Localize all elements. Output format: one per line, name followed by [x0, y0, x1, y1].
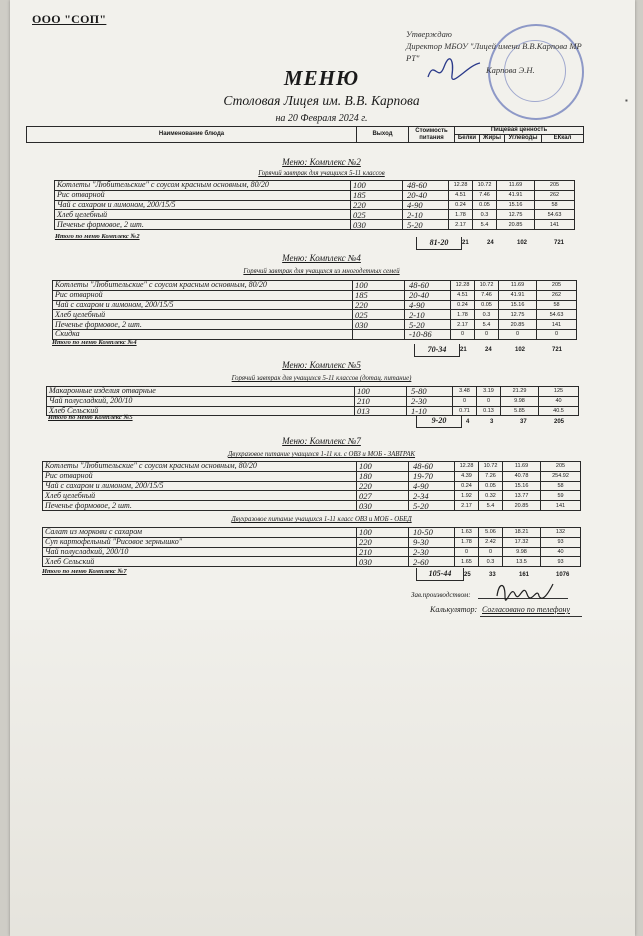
total-carbs: 102 — [515, 347, 526, 353]
dish-name: Котлеты "Любительские" с соусом красным основным, 80/20 — [53, 281, 353, 291]
section-subtitle: Горячий завтрак для учащихся 5-11 классов (дотац. питание) — [231, 375, 412, 382]
approval-line: Карпова Э.Н. — [486, 65, 535, 75]
table-row — [53, 310, 577, 320]
dish-fats: 0.05 — [479, 481, 503, 491]
dish-kcal: 141 — [541, 501, 581, 511]
dish-fats: 3.19 — [477, 387, 501, 397]
dish-output — [353, 329, 405, 339]
dish-carbs: 13.5 — [503, 557, 541, 567]
dish-kcal: 205 — [535, 181, 575, 191]
dish-name: Салат из моркови с сахаром — [43, 528, 357, 538]
calculator-label: Калькулятор: — [430, 605, 478, 614]
dish-proteins: 4.39 — [455, 471, 479, 481]
table-row — [55, 190, 575, 200]
dish-price: 10-50 — [409, 528, 455, 538]
table-row — [47, 396, 579, 406]
dish-proteins: 0 — [451, 329, 475, 339]
table-row — [53, 329, 577, 339]
dish-price: 5-20 — [403, 220, 449, 230]
dish-proteins: 0.24 — [455, 481, 479, 491]
dish-kcal: 93 — [541, 557, 581, 567]
dish-fats: 5.4 — [475, 320, 499, 330]
dish-name: Хлеб целебный — [55, 210, 351, 220]
dish-proteins: 2.17 — [451, 320, 475, 330]
dish-fats: 0.3 — [475, 310, 499, 320]
total-nutrition — [460, 419, 580, 427]
page-title: МЕНЮ — [283, 66, 360, 90]
section-subtitle: Горячий завтрак для учащихся из многодетных семей — [243, 268, 400, 275]
dish-name: Скидка — [53, 329, 353, 339]
dish-kcal: 58 — [537, 300, 577, 310]
table-row — [43, 547, 581, 557]
table-row — [55, 181, 575, 191]
dish-proteins: 12.28 — [455, 462, 479, 472]
dish-proteins: 1.78 — [451, 310, 475, 320]
dish-fats: 0 — [479, 547, 503, 557]
menu-date: на 20 Февраля 2024 г. — [275, 113, 368, 124]
dish-proteins: 0.71 — [453, 406, 477, 416]
header-name: Наименование блюда — [27, 127, 357, 143]
dish-proteins: 1.65 — [455, 557, 479, 567]
dish-name: Хлеб Сельский — [47, 406, 355, 416]
dish-proteins: 0 — [455, 547, 479, 557]
dish-kcal: 262 — [535, 190, 575, 200]
dish-fats: 5.06 — [479, 528, 503, 538]
dish-price: -10-86 — [405, 329, 451, 339]
dish-carbs: 9.98 — [501, 396, 539, 406]
dish-price: 2-30 — [407, 396, 453, 406]
section-title: Меню: Комплекс №4 — [282, 253, 361, 263]
dish-output: 100 — [355, 387, 407, 397]
dish-proteins: 0.24 — [451, 300, 475, 310]
total-fats: 3 — [490, 419, 494, 425]
total-fats: 33 — [489, 572, 496, 578]
menu-table — [42, 527, 581, 567]
page-edge-mark: ▪ — [625, 96, 628, 105]
approval-line: Директор МБОУ "Лицей имени В.В.Карпова МР — [406, 41, 582, 51]
manager-signature — [493, 578, 555, 606]
dish-carbs: 41.91 — [499, 290, 537, 300]
dish-proteins: 2.17 — [449, 220, 473, 230]
dish-proteins: 1.63 — [455, 528, 479, 538]
header-output: Выход — [357, 127, 409, 143]
dish-output: 220 — [353, 300, 405, 310]
total-label: Итого по меню Комплекс №2 — [55, 233, 140, 240]
dish-carbs: 17.32 — [503, 537, 541, 547]
dish-fats: 7.26 — [479, 471, 503, 481]
dish-fats: 7.46 — [475, 290, 499, 300]
dish-proteins: 1.92 — [455, 491, 479, 501]
dish-carbs: 11.69 — [503, 462, 541, 472]
table-row — [53, 320, 577, 330]
total-kcal: 205 — [554, 419, 565, 425]
dish-carbs: 18.21 — [503, 528, 541, 538]
total-carbs: 102 — [517, 240, 528, 246]
dish-kcal: 58 — [541, 481, 581, 491]
dish-carbs: 20.85 — [503, 501, 541, 511]
dish-output: 100 — [353, 281, 405, 291]
section-title: Меню: Комплекс №2 — [282, 157, 361, 167]
table-row — [43, 501, 581, 511]
dish-carbs: 40.78 — [503, 471, 541, 481]
table-row — [43, 481, 581, 491]
dish-carbs: 20.85 — [497, 220, 535, 230]
dish-output: 025 — [353, 310, 405, 320]
dish-price: 1-10 — [407, 406, 453, 416]
dish-price: 2-34 — [409, 491, 455, 501]
dish-output: 180 — [357, 471, 409, 481]
table-header — [26, 126, 584, 143]
dish-proteins: 2.17 — [455, 501, 479, 511]
dish-price: 4-90 — [409, 481, 455, 491]
menu-table — [52, 280, 577, 340]
total-kcal: 1076 — [556, 572, 570, 578]
page-subtitle: Столовая Лицея им. В.В. Карпова — [223, 93, 420, 108]
table-row — [43, 557, 581, 567]
dish-name: Рис отварной — [53, 290, 353, 300]
dish-output: 030 — [357, 557, 409, 567]
dish-fats: 0.32 — [479, 491, 503, 501]
dish-carbs: 13.77 — [503, 491, 541, 501]
table-row — [55, 210, 575, 220]
total-label: Итого по меню Комплекс №5 — [48, 414, 133, 421]
section-title: Меню: Комплекс №7 — [282, 436, 361, 446]
dish-output: 210 — [355, 396, 407, 406]
dish-fats: 0.3 — [479, 557, 503, 567]
dish-carbs: 21.29 — [501, 387, 539, 397]
section-subtitle: Двухразовое питание учащихся 1-11 кл. с ОВЗ и МОБ - ЗАВТРАК — [227, 451, 416, 458]
table-row — [43, 462, 581, 472]
total-carbs: 37 — [520, 419, 527, 425]
dish-kcal: 40.5 — [539, 406, 579, 416]
total-proteins: 21 — [462, 240, 469, 246]
total-kcal: 721 — [554, 240, 565, 246]
dish-output: 100 — [351, 181, 403, 191]
dish-carbs: 0 — [499, 329, 537, 339]
dish-output: 025 — [351, 210, 403, 220]
dish-carbs: 5.85 — [501, 406, 539, 416]
dish-name: Чай с сахаром и лимоном, 200/15/5 — [55, 200, 351, 210]
dish-price: 48-60 — [405, 281, 451, 291]
table-row — [43, 471, 581, 481]
dish-output: 185 — [351, 190, 403, 200]
header-carbs: Углеводы — [505, 135, 542, 143]
dish-kcal: 54.63 — [535, 210, 575, 220]
dish-price: 5-80 — [407, 387, 453, 397]
dish-output: 210 — [357, 547, 409, 557]
total-proteins: 4 — [466, 419, 470, 425]
dish-proteins: 4.51 — [449, 190, 473, 200]
table-row — [43, 537, 581, 547]
dish-price: 48-60 — [403, 181, 449, 191]
total-proteins: 21 — [460, 347, 467, 353]
dish-fats: 0.05 — [475, 300, 499, 310]
dish-kcal: 254.92 — [541, 471, 581, 481]
dish-carbs: 11.69 — [499, 281, 537, 291]
dish-price: 4-90 — [405, 300, 451, 310]
dish-fats: 10.72 — [479, 462, 503, 472]
organization-name: ООО "СОП" — [32, 12, 107, 26]
dish-carbs: 20.85 — [499, 320, 537, 330]
dish-price: 2-60 — [409, 557, 455, 567]
dish-output: 030 — [353, 320, 405, 330]
dish-name: Макаронные изделия отварные — [47, 387, 355, 397]
dish-proteins: 0 — [453, 396, 477, 406]
menu-table — [42, 461, 581, 511]
total-price: 81-20 — [416, 237, 462, 250]
total-price: 105-44 — [416, 568, 464, 581]
dish-price: 2-10 — [403, 210, 449, 220]
dish-fats: 10.72 — [473, 181, 497, 191]
dish-fats: 0.3 — [473, 210, 497, 220]
dish-name: Рис отварной — [55, 190, 351, 200]
dish-name: Суп картофельный "Рисовое зернышко" — [43, 537, 357, 547]
dish-proteins: 0.24 — [449, 200, 473, 210]
dish-carbs: 41.91 — [497, 190, 535, 200]
dish-name: Хлеб Сельский — [43, 557, 357, 567]
dish-price: 2-30 — [409, 547, 455, 557]
total-proteins: 25 — [464, 572, 471, 578]
dish-proteins: 1.78 — [449, 210, 473, 220]
dish-carbs: 15.16 — [503, 481, 541, 491]
dish-name: Хлеб целебный — [53, 310, 353, 320]
dish-kcal: 0 — [537, 329, 577, 339]
dish-price: 9-30 — [409, 537, 455, 547]
total-fats: 24 — [485, 347, 492, 353]
dish-kcal: 58 — [535, 200, 575, 210]
dish-fats: 0.13 — [477, 406, 501, 416]
dish-name: Печенье формовое, 2 шт. — [55, 220, 351, 230]
dish-output: 220 — [357, 481, 409, 491]
table-row — [47, 387, 579, 397]
header-proteins: Белки — [455, 135, 480, 143]
calculator-line — [480, 616, 582, 617]
dish-price: 19-70 — [409, 471, 455, 481]
dish-carbs: 12.75 — [499, 310, 537, 320]
dish-name: Хлеб целебный — [43, 491, 357, 501]
table-row — [43, 528, 581, 538]
dish-fats: 5.4 — [473, 220, 497, 230]
dish-fats: 2.42 — [479, 537, 503, 547]
dish-carbs: 9.98 — [503, 547, 541, 557]
dish-proteins: 4.51 — [451, 290, 475, 300]
dish-output: 013 — [355, 406, 407, 416]
table-row — [53, 290, 577, 300]
total-price: 70-34 — [414, 344, 460, 357]
dish-kcal: 93 — [541, 537, 581, 547]
dish-output: 030 — [351, 220, 403, 230]
dish-carbs: 11.69 — [497, 181, 535, 191]
total-nutrition — [460, 240, 580, 248]
dish-fats: 10.72 — [475, 281, 499, 291]
table-row — [53, 281, 577, 291]
dish-name: Котлеты "Любительские" с соусом красным основным, 80/20 — [43, 462, 357, 472]
header-fats: Жиры — [480, 135, 505, 143]
dish-fats: 0.05 — [473, 200, 497, 210]
dish-carbs: 15.16 — [499, 300, 537, 310]
dish-kcal: 40 — [541, 547, 581, 557]
dish-carbs: 12.75 — [497, 210, 535, 220]
dish-kcal: 59 — [541, 491, 581, 501]
dish-output: 220 — [351, 200, 403, 210]
dish-price: 4-90 — [403, 200, 449, 210]
header-price: Стоимость питания — [409, 127, 455, 143]
section-subtitle: Горячий завтрак для учащихся 5-11 классов — [258, 170, 385, 177]
dish-fats: 7.46 — [473, 190, 497, 200]
dish-proteins: 1.78 — [455, 537, 479, 547]
dish-fats: 0 — [475, 329, 499, 339]
approval-line: РТ" — [406, 53, 420, 63]
dish-price: 2-10 — [405, 310, 451, 320]
dish-kcal: 132 — [541, 528, 581, 538]
dish-name: Печенье формовое, 2 шт. — [43, 501, 357, 511]
section-subtitle: Двухразовое питание учащихся 1-11 класс ОВЗ и МОБ - ОБЕД — [231, 516, 412, 523]
dish-proteins: 3.48 — [453, 387, 477, 397]
dish-name: Чай полусладкий, 200/10 — [43, 547, 357, 557]
dish-name: Чай с сахаром и лимоном, 200/15/5 — [53, 300, 353, 310]
total-price: 9-20 — [416, 415, 462, 428]
dish-output: 185 — [353, 290, 405, 300]
dish-price: 48-60 — [409, 462, 455, 472]
total-carbs: 161 — [519, 572, 530, 578]
dish-kcal: 40 — [539, 396, 579, 406]
dish-carbs: 15.16 — [497, 200, 535, 210]
dish-output: 027 — [357, 491, 409, 501]
dish-kcal: 125 — [539, 387, 579, 397]
dish-name: Рис отварной — [43, 471, 357, 481]
menu-table — [54, 180, 575, 230]
dish-name: Чай полусладкий, 200/10 — [47, 396, 355, 406]
dish-name: Котлеты "Любительские" с соусом красным основным, 80/20 — [55, 181, 351, 191]
dish-kcal: 141 — [537, 320, 577, 330]
dish-price: 5-20 — [405, 320, 451, 330]
total-label: Итого по меню Комплекс №4 — [52, 339, 137, 346]
manager-label: Зав.производством: — [411, 591, 471, 599]
dish-proteins: 12.28 — [449, 181, 473, 191]
table-row — [55, 220, 575, 230]
menu-table — [46, 386, 579, 416]
table-row — [55, 200, 575, 210]
dish-output: 100 — [357, 462, 409, 472]
dish-kcal: 205 — [541, 462, 581, 472]
dish-output: 030 — [357, 501, 409, 511]
approval-line: Утверждаю — [406, 29, 452, 39]
dish-kcal: 141 — [535, 220, 575, 230]
calculator-value: Согласовано по телефону — [482, 605, 570, 614]
total-nutrition — [458, 347, 578, 355]
table-row — [43, 491, 581, 501]
dish-fats: 0 — [477, 396, 501, 406]
dish-price: 20-40 — [403, 190, 449, 200]
section-title: Меню: Комплекс №5 — [282, 360, 361, 370]
total-label: Итого по меню Комплекс №7 — [42, 568, 127, 575]
total-fats: 24 — [487, 240, 494, 246]
dish-kcal: 205 — [537, 281, 577, 291]
dish-output: 220 — [357, 537, 409, 547]
dish-output: 100 — [357, 528, 409, 538]
header-nutrition: Пищевая ценность — [455, 127, 584, 135]
dish-name: Чай с сахаром и лимоном, 200/15/5 — [43, 481, 357, 491]
dish-price: 5-20 — [409, 501, 455, 511]
table-row — [53, 300, 577, 310]
total-kcal: 721 — [552, 347, 563, 353]
dish-kcal: 54.63 — [537, 310, 577, 320]
dish-fats: 5.4 — [479, 501, 503, 511]
dish-kcal: 262 — [537, 290, 577, 300]
dish-name: Печенье формовое, 2 шт. — [53, 320, 353, 330]
dish-price: 20-40 — [405, 290, 451, 300]
header-kcal: ЕКкал — [542, 135, 584, 143]
dish-proteins: 12.28 — [451, 281, 475, 291]
